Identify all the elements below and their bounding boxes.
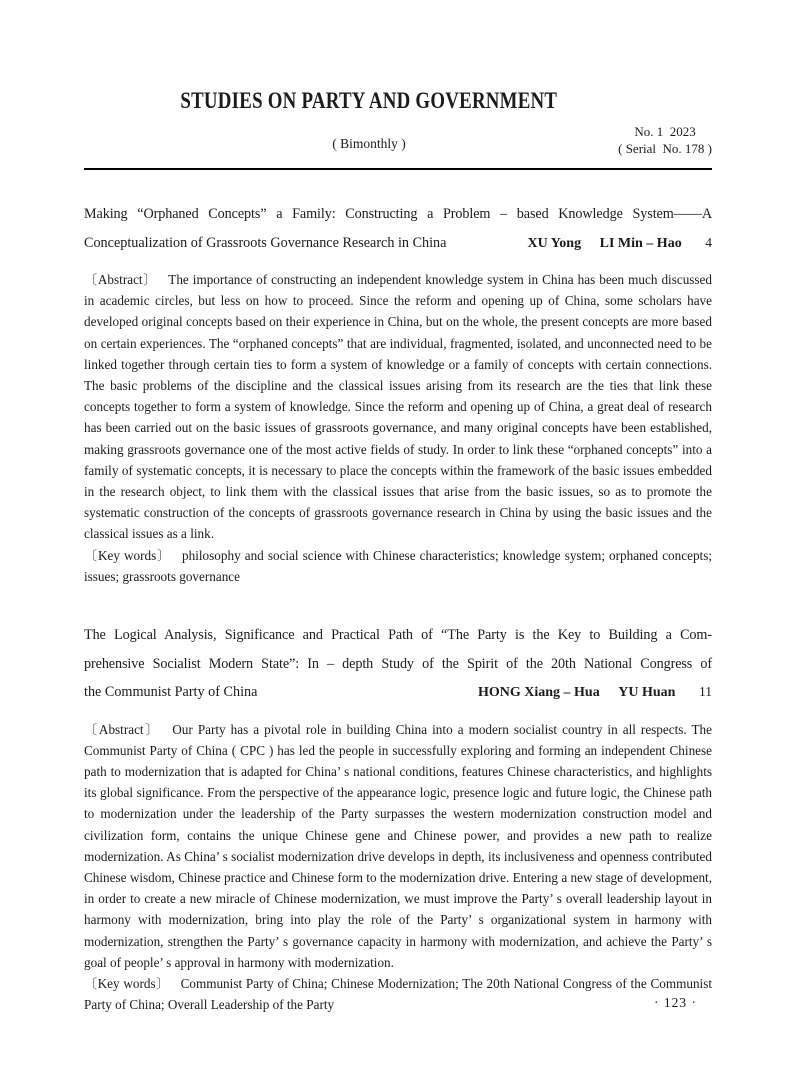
abstract-label: 〔Abstract〕 [84, 721, 161, 737]
keywords-text: Communist Party of China; Chinese Modernization; The 20th National Congress of the Communist Party of China; Overall Leadership of the Party [84, 975, 712, 1013]
author-name: YU Huan [618, 685, 676, 701]
article-title-2 [84, 621, 712, 708]
abstract-text: The importance of constructing an independent knowledge system in China has been much discussed in academic circles, but less on how to proceed. Since the reform and opening up of China, some scholars have developed original concepts based on their experience in China, but on the whole, the present concepts are more based on certain experiences. The “orphaned concepts” that are individual, fragmented, isolated, and unconnected need to be linked together through certain ties to form a system of knowledge or a family of concepts with certain connections. The basic problems of the discipline and the classical issues arising from its research are the ties that link these concepts together to form a system of knowledge. Since the reform and opening up of China, a great deal of research has been carried out on the basic issues of grassroots governance, and many original concepts have been established, making grassroots governance one of the most active fields of study. In order to link these “orphaned concepts” into a family of systematic concepts, it is necessary to place the concepts within the framework of the basic issues embedded in the research object, to link them with the classical issues that arise from the basic issues, so as to promote the systematic construction of the concepts of grassroots governance research in China by using the basic issues and the classical issues as a link. [84, 272, 713, 542]
abstract-paragraph [84, 269, 712, 545]
author-name: LI Min – Hao [599, 235, 682, 251]
article-title-1-lines [84, 200, 712, 229]
article-start-page: 4 [705, 234, 712, 250]
title-line: prehensive Socialist Modern State”: In – depth Study of the Spirit of the 20th National Congress of [84, 655, 712, 672]
journal-title-text: STUDIES ON PARTY AND GOVERNMENT [180, 88, 558, 113]
keywords-paragraph [84, 973, 712, 1015]
abstract-label: 〔Abstract〕 [84, 272, 158, 287]
abstract-paragraph [84, 719, 712, 973]
article-title-1-tail: Conceptualization of Grassroots Governance Research in China [84, 234, 447, 251]
journal-title [84, 88, 712, 114]
article-entry-1 [84, 200, 712, 587]
article-title-2-lines [84, 621, 712, 678]
keywords-paragraph [84, 545, 712, 587]
serial-number: ( Serial No. 178 ) [618, 140, 712, 156]
frequency-label: ( Bimonthly ) [332, 136, 406, 151]
article-title-1-last-line [84, 229, 712, 259]
header-divider-rule [84, 168, 712, 170]
article-title-1 [84, 200, 712, 258]
article-entry-2 [84, 621, 712, 1015]
issue-number: No. 1 2023 [634, 124, 696, 139]
title-line: Making “Orphaned Concepts” a Family: Constructing a Problem – based Knowledge System——A [84, 206, 712, 222]
issue-info [618, 124, 712, 157]
keywords-text: philosophy and social science with Chinese characteristics; knowledge system; orphaned concepts; issues; grassroots governance [84, 547, 712, 584]
keywords-label: 〔Key words〕 [84, 547, 171, 563]
article-start-page: 11 [699, 684, 712, 700]
article-title-2-tail: the Communist Party of China [84, 684, 258, 701]
title-line: The Logical Analysis, Significance and Practical Path of “The Party is the Key to Building a Com- [84, 627, 712, 644]
article-authors-2 [478, 678, 712, 708]
keywords-label: 〔Key words〕 [84, 975, 170, 991]
article-authors-1 [528, 229, 712, 259]
abstract-text: Our Party has a pivotal role in building China into a modern socialist country in all respects. The Communist Party of China ( CPC ) has led the people in successfully exploring and forming an independent Chinese path to modernization that is adapted for China’ s national conditions, features Chinese characteristics, and highlights its global significance. From the perspective of the appearance logic, presence logic and future logic, the Chinese path to modernization under the leadership of the Party surpasses the western modernization construction model and civilization form, contains the unique Chinese gene and Chinese power, and provides a new path to realize modernization. As China’ s socialist modernization drive develops in depth, its inclusiveness and openness contributed Chinese wisdom, Chinese practice and Chinese form to the modernization drive. Entering a new stage of development, in order to create a new miracle of Chinese modernization, we must improve the Party’ s overall leadership layout in harmony with modernization, bring into play the role of the Party’ s organizational system in harmony with modernization, strengthen the Party’ s governance capacity in harmony with modernization, and achieve the Party’ s goal of people’ s approval in harmony with modernization. [84, 721, 712, 970]
header-row [84, 120, 712, 164]
page-number-footer: · 123 · [654, 995, 697, 1010]
article-title-2-last-line [84, 678, 712, 708]
author-name: XU Yong [527, 235, 582, 251]
author-name: HONG Xiang – Hua [477, 685, 600, 701]
page-content [84, 0, 712, 1015]
